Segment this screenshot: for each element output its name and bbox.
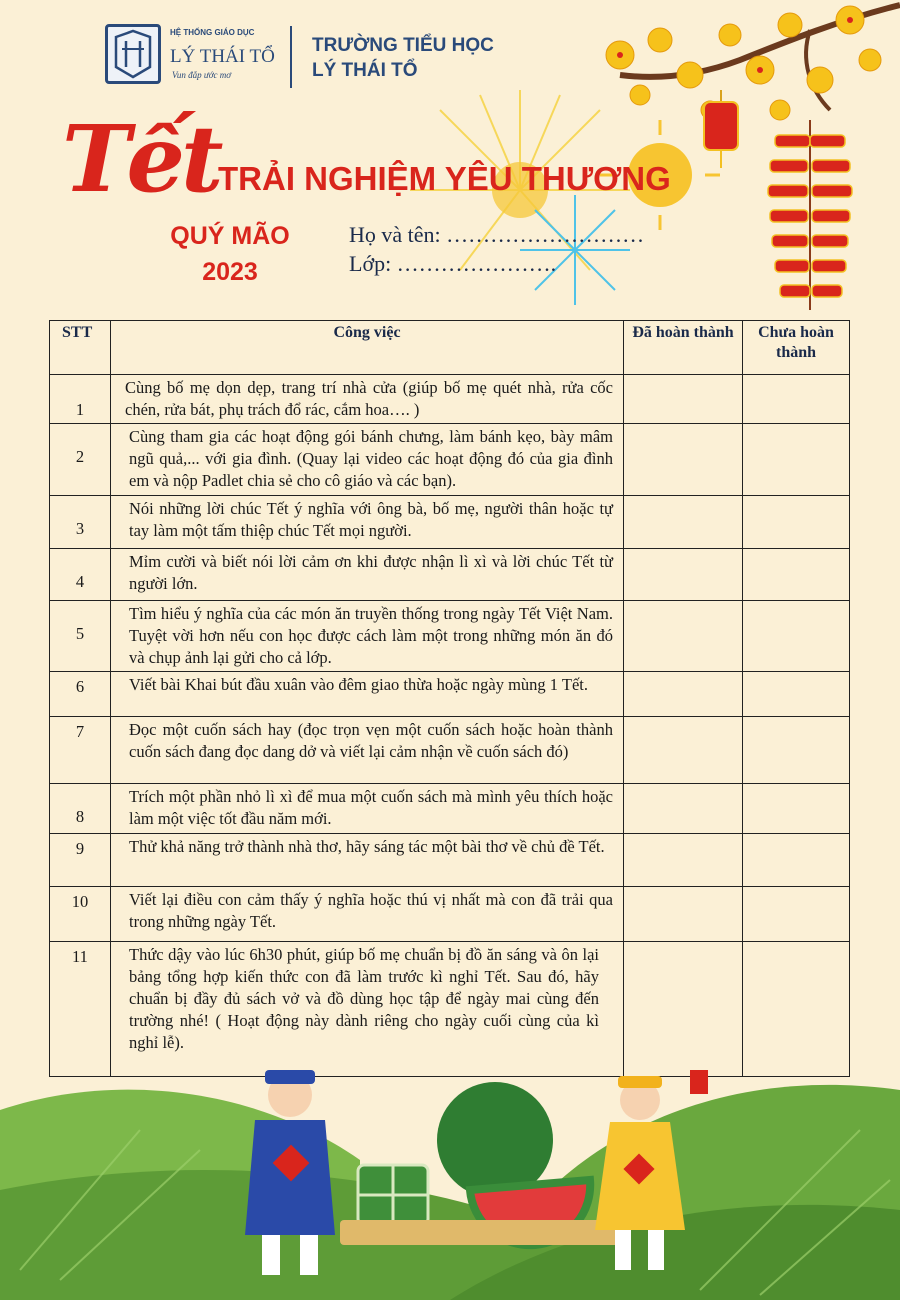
row-task-text: Đọc một cuốn sách hay (đọc trọn vẹn một cuốn sách hoặc hoàn thành cuốn sách đang đọc dang dở và viết lại cảm nhận về cuốn sách đó)	[111, 717, 624, 784]
row-task-text: Thức dậy vào lúc 6h30 phút, giúp bố mẹ chuẩn bị đồ ăn sáng và ôn lại bảng tổng hợp kiến thức con đã làm trước kì nghỉ Tết. Sau đó, hãy chuẩn bị đầy đủ sách vở và đồ dùng học tập để ngày mai cùng đến trường nhé! ( Hoạt động này dành riêng cho ngày cuối cùng của kì nghỉ lễ).	[111, 942, 624, 1077]
table-row	[50, 496, 850, 549]
row-not-done-cell[interactable]	[743, 549, 850, 601]
row-stt: 1	[50, 375, 111, 424]
header-work: Công việc	[111, 321, 624, 375]
row-stt: 9	[50, 834, 111, 887]
row-done-cell[interactable]	[624, 784, 743, 834]
student-name-field: Họ và tên: ………………………	[349, 222, 645, 247]
row-task-text: Cùng tham gia các hoạt động gói bánh chưng, làm bánh kẹo, bày mâm ngũ quả,... với gia đình. (Quay lại video các hoạt động đó của gia đình em và nộp Padlet chia sẻ cho cô giáo và các bạn).	[111, 424, 624, 496]
table-row	[50, 601, 850, 672]
row-not-done-cell[interactable]	[743, 834, 850, 887]
row-done-cell[interactable]	[624, 601, 743, 672]
row-stt: 3	[50, 496, 111, 549]
firework-icon	[520, 195, 630, 305]
row-not-done-cell[interactable]	[743, 784, 850, 834]
header-not-done: Chưa hoàn thành	[743, 321, 850, 375]
table-row	[50, 784, 850, 834]
table-row	[50, 834, 850, 887]
row-task-text: Tìm hiểu ý nghĩa của các món ăn truyền thống trong ngày Tết Việt Nam. Tuyệt vời hơn nếu con học được cách làm một trong những món ăn đó và chụp ảnh lại gửi cho cả lớp.	[111, 601, 624, 672]
row-not-done-cell[interactable]	[743, 887, 850, 942]
row-not-done-cell[interactable]	[743, 601, 850, 672]
row-task-text: Mỉm cười và biết nói lời cảm ơn khi được nhận lì xì và lời chúc Tết từ người lớn.	[111, 549, 624, 601]
row-stt: 10	[50, 887, 111, 942]
school-name-line2: LÝ THÁI TỔ	[312, 60, 418, 81]
table-row	[50, 942, 850, 1077]
red-lantern-icon	[700, 90, 742, 170]
row-stt: 7	[50, 717, 111, 784]
year-label-text: QUÝ MÃO	[170, 222, 290, 250]
row-task-text: Nói những lời chúc Tết ý nghĩa với ông bà, bố mẹ, người thân hoặc tự tay làm một tấm thiệp chúc Tết mọi người.	[111, 496, 624, 549]
row-done-cell[interactable]	[624, 717, 743, 784]
firecrackers-icon	[760, 120, 860, 320]
logo-emblem-icon	[108, 27, 158, 81]
row-task-text: Thử khả năng trở thành nhà thơ, hãy sáng tác một bài thơ về chủ đề Tết.	[111, 834, 624, 887]
table-row	[50, 887, 850, 942]
table-header-row	[50, 321, 850, 375]
table-row	[50, 717, 850, 784]
row-done-cell[interactable]	[624, 887, 743, 942]
row-stt: 6	[50, 672, 111, 717]
row-not-done-cell[interactable]	[743, 717, 850, 784]
row-not-done-cell[interactable]	[743, 942, 850, 1077]
row-done-cell[interactable]	[624, 549, 743, 601]
table-row	[50, 424, 850, 496]
row-task-text: Viết lại điều con cảm thấy ý nghĩa hoặc thú vị nhất mà con đã trải qua trong những ngày Tết.	[111, 887, 624, 942]
logo-system-text: HỆ THỐNG GIÁO DỤC	[170, 28, 255, 37]
row-stt: 8	[50, 784, 111, 834]
task-table	[49, 320, 850, 1077]
table-row	[50, 375, 850, 424]
row-not-done-cell[interactable]	[743, 672, 850, 717]
row-task-text: Cùng bố mẹ dọn dẹp, trang trí nhà cửa (giúp bố mẹ quét nhà, rửa cốc chén, rửa bát, phụ trách đổ rác, cắm hoa…. )	[111, 375, 624, 424]
row-stt: 11	[50, 942, 111, 1077]
row-not-done-cell[interactable]	[743, 424, 850, 496]
page-title: TRẢI NGHIỆM YÊU THƯƠNG	[218, 160, 671, 197]
row-done-cell[interactable]	[624, 424, 743, 496]
row-stt: 5	[50, 601, 111, 672]
row-task-text: Viết bài Khai bút đầu xuân vào đêm giao thừa hoặc ngày mùng 1 Tết.	[111, 672, 624, 717]
row-task-text: Trích một phần nhỏ lì xì để mua một cuốn sách mà mình yêu thích hoặc làm một việc tốt đầu năm mới.	[111, 784, 624, 834]
logo-name-text: LÝ THÁI TỔ	[170, 46, 275, 67]
table-row	[50, 549, 850, 601]
row-done-cell[interactable]	[624, 834, 743, 887]
tet-calligraphy: Tết	[62, 105, 220, 213]
header-divider	[290, 26, 292, 88]
school-logo	[105, 24, 161, 84]
row-done-cell[interactable]	[624, 672, 743, 717]
header-done: Đã hoàn thành	[624, 321, 743, 375]
row-done-cell[interactable]	[624, 375, 743, 424]
year-label	[166, 218, 294, 290]
row-done-cell[interactable]	[624, 942, 743, 1077]
row-not-done-cell[interactable]	[743, 375, 850, 424]
row-stt: 4	[50, 549, 111, 601]
table-row	[50, 672, 850, 717]
logo-slogan-text: Vun đắp ước mơ	[172, 70, 232, 80]
school-name-line1: TRƯỜNG TIỂU HỌC	[312, 35, 494, 56]
tet-scene-illustration-icon	[0, 1070, 900, 1300]
year-number: 2023	[202, 258, 258, 286]
row-done-cell[interactable]	[624, 496, 743, 549]
row-stt: 2	[50, 424, 111, 496]
header-stt: STT	[50, 321, 111, 375]
student-class-field: Lớp: ………………….	[349, 251, 557, 276]
row-not-done-cell[interactable]	[743, 496, 850, 549]
